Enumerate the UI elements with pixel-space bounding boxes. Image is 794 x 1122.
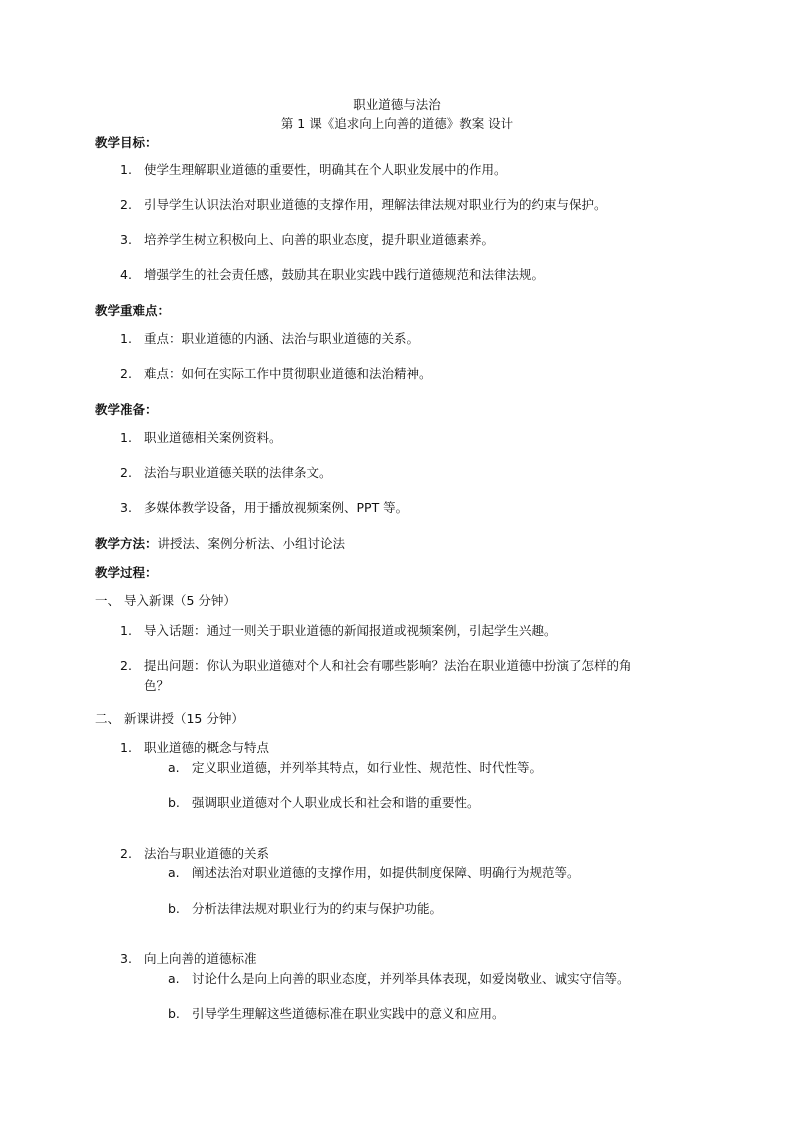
item-text: 难点：如何在实际工作中贯彻职业道德和法治精神。 — [144, 366, 432, 381]
goal-item — [120, 162, 507, 178]
item-number: 2. — [120, 658, 132, 673]
item-number: 3. — [120, 951, 132, 966]
item-letter: a. — [168, 760, 180, 775]
item-number: 4. — [120, 267, 132, 282]
item-text: 职业道德的概念与特点 — [144, 740, 270, 755]
item-text: 引导学生认识法治对职业道德的支撑作用，理解法律法规对职业行为的约束与保护。 — [144, 197, 607, 212]
part2-title: 二、 新课讲授（15 分钟） — [95, 711, 244, 726]
item-number: 2. — [120, 197, 132, 212]
item-text: 职业道德相关案例资料。 — [144, 430, 282, 445]
item-number: 2. — [120, 366, 132, 381]
item-letter: b. — [168, 795, 180, 810]
item-letter: a. — [168, 865, 180, 880]
item-text: 强调职业道德对个人职业成长和社会和谐的重要性。 — [192, 795, 480, 810]
item-number: 2. — [120, 846, 132, 861]
topic-sub-item — [168, 760, 542, 776]
topic-sub-item — [168, 971, 630, 987]
preparation-heading: 教学准备： — [95, 402, 158, 417]
item-letter: a. — [168, 971, 180, 986]
topic-item — [120, 951, 257, 967]
item-text: 阐述法治对职业道德的支撑作用，如提供制度保障、明确行为规范等。 — [192, 865, 580, 880]
goals-heading: 教学目标： — [95, 135, 158, 150]
item-text: 法治与职业道德的关系 — [144, 846, 270, 861]
item-text: 增强学生的社会责任感，鼓励其在职业实践中践行道德规范和法律法规。 — [144, 267, 545, 282]
goal-item — [120, 232, 494, 248]
part1-item — [120, 658, 632, 674]
key-point-item — [120, 366, 432, 382]
preparation-item — [120, 500, 408, 516]
topic-sub-item — [168, 1006, 505, 1022]
topic-item — [120, 846, 269, 862]
item-letter: b. — [168, 1006, 180, 1021]
item-text: 提出问题：你认为职业道德对个人和社会有哪些影响？法治在职业道德中扮演了怎样的角 — [144, 658, 632, 673]
methods-heading: 教学方法： — [95, 536, 158, 551]
item-number: 1. — [120, 162, 132, 177]
part1-title: 一、 导入新课（5 分钟） — [95, 593, 236, 608]
item-text: 多媒体教学设备，用于播放视频案例、PPT 等。 — [144, 500, 409, 515]
item-text: 定义职业道德，并列举其特点，如行业性、规范性、时代性等。 — [192, 760, 543, 775]
item-number: 2. — [120, 465, 132, 480]
document-title: 职业道德与法治 — [353, 97, 441, 112]
goal-item — [120, 267, 544, 283]
item-number: 1. — [120, 740, 132, 755]
item-letter: b. — [168, 901, 180, 916]
key-point-item — [120, 331, 419, 347]
document-subtitle: 第 1 课《追求向上向善的道德》教案 设计 — [280, 116, 514, 131]
topic-sub-item — [168, 795, 480, 811]
item-text: 引导学生理解这些道德标准在职业实践中的意义和应用。 — [192, 1006, 505, 1021]
part1-item-continuation: 色？ — [144, 678, 170, 693]
goal-item — [120, 197, 607, 213]
item-number: 3. — [120, 500, 132, 515]
item-number: 1. — [120, 623, 132, 638]
item-text: 培养学生树立积极向上、向善的职业态度，提升职业道德素养。 — [144, 232, 495, 247]
item-text: 向上向善的道德标准 — [144, 951, 257, 966]
item-number: 1. — [120, 430, 132, 445]
key-points-heading: 教学重难点： — [95, 303, 171, 318]
item-number: 1. — [120, 331, 132, 346]
item-number: 3. — [120, 232, 132, 247]
process-heading: 教学过程： — [95, 565, 158, 580]
item-text: 法治与职业道德关联的法律条文。 — [144, 465, 332, 480]
preparation-item — [120, 465, 332, 481]
item-text: 分析法律法规对职业行为的约束与保护功能。 — [192, 901, 443, 916]
item-text: 重点：职业道德的内涵、法治与职业道德的关系。 — [144, 331, 420, 346]
topic-item — [120, 740, 269, 756]
item-text: 讨论什么是向上向善的职业态度，并列举具体表现，如爱岗敬业、诚实守信等。 — [192, 971, 630, 986]
part1-item — [120, 623, 557, 639]
topic-sub-item — [168, 865, 580, 881]
methods-text: 讲授法、案例分析法、小组讨论法 — [157, 536, 346, 551]
item-text: 使学生理解职业道德的重要性，明确其在个人职业发展中的作用。 — [144, 162, 507, 177]
topic-sub-item — [168, 901, 442, 917]
methods-line — [95, 536, 345, 552]
preparation-item — [120, 430, 282, 446]
item-text: 导入话题：通过一则关于职业道德的新闻报道或视频案例，引起学生兴趣。 — [144, 623, 557, 638]
